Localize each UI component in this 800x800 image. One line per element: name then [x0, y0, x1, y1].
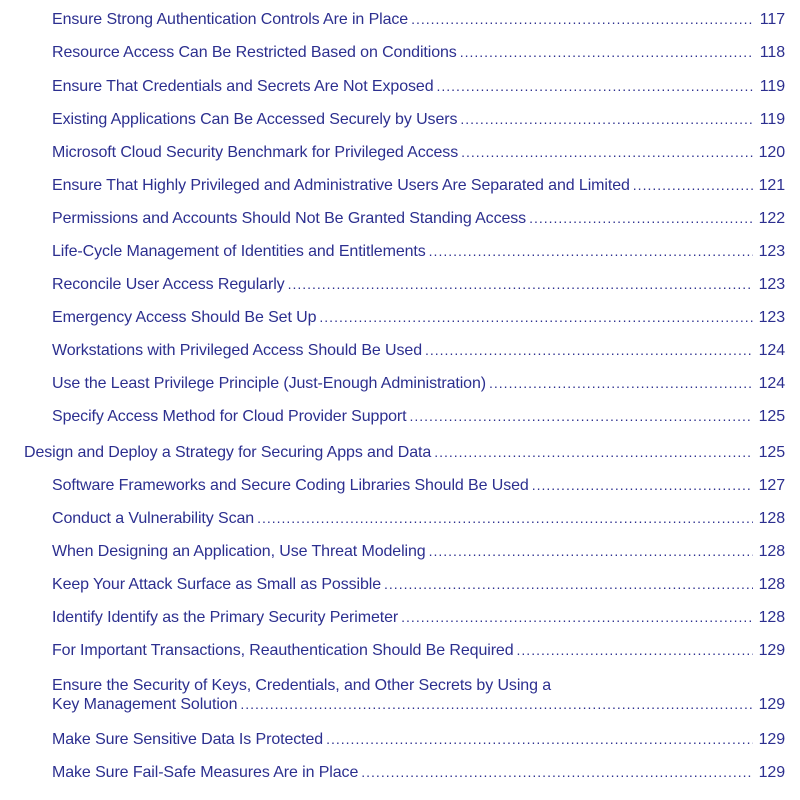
toc-entry[interactable]: [52, 676, 785, 714]
dot-leader: [517, 641, 753, 660]
toc-entry-page: 125: [758, 444, 785, 461]
toc-entry-title: Make Sure Fail-Safe Measures Are in Place: [52, 764, 359, 781]
toc-entry-page: 124: [758, 342, 785, 359]
dot-leader: [410, 407, 754, 426]
toc-entry-page: 121: [758, 177, 785, 194]
toc-entry[interactable]: [52, 275, 785, 294]
toc-entry[interactable]: [52, 509, 785, 528]
toc-entry-title-line2: Key Management Solution: [52, 696, 238, 713]
dot-leader: [529, 209, 753, 228]
toc-entry-title: Ensure Strong Authentication Controls Are in Place: [52, 11, 409, 28]
toc-entry-title: Permissions and Accounts Should Not Be Granted Standing Access: [52, 210, 527, 227]
toc-entry[interactable]: [52, 10, 785, 29]
dot-leader: [425, 341, 753, 360]
dot-leader: [240, 695, 753, 714]
toc-entry[interactable]: [52, 242, 785, 261]
toc-entry-page: 128: [758, 543, 785, 560]
toc-entry-title: Reconcile User Access Regularly: [52, 276, 285, 293]
toc-section-heading[interactable]: [24, 443, 785, 462]
toc-entry[interactable]: [52, 730, 785, 749]
toc-entry-title: Emergency Access Should Be Set Up: [52, 309, 317, 326]
dot-leader: [489, 374, 753, 393]
toc-entry[interactable]: [52, 143, 785, 162]
toc-entry-title: Keep Your Attack Surface as Small as Possible: [52, 576, 382, 593]
toc-entry-title: Existing Applications Can Be Accessed Securely by Users: [52, 111, 458, 128]
dot-leader: [434, 443, 753, 462]
toc-entry[interactable]: [52, 110, 785, 129]
toc-entry-page: 124: [758, 375, 785, 392]
toc-entry-page: 120: [758, 144, 785, 161]
toc-entry-title: Specify Access Method for Cloud Provider Support: [52, 408, 407, 425]
toc-entry-page: 123: [758, 309, 785, 326]
toc-entry-page: 128: [758, 510, 785, 527]
toc-entry-page: 129: [758, 731, 785, 748]
toc-entry-title: Identify Identify as the Primary Security Perimeter: [52, 609, 399, 626]
toc-entry-page: 125: [758, 408, 785, 425]
toc-entry[interactable]: [52, 476, 785, 495]
toc-entry[interactable]: [52, 575, 785, 594]
toc-entry[interactable]: [52, 641, 785, 660]
dot-leader: [461, 143, 753, 162]
toc-entry[interactable]: [52, 209, 785, 228]
toc-entry-title: Conduct a Vulnerability Scan: [52, 510, 255, 527]
toc-entry-title: Resource Access Can Be Restricted Based on Conditions: [52, 44, 457, 61]
toc-entry-page: 128: [758, 609, 785, 626]
toc-entry-page: 127: [758, 477, 785, 494]
dot-leader: [460, 43, 753, 62]
toc-entry-title: Ensure That Credentials and Secrets Are Not Exposed: [52, 78, 434, 95]
toc-entry-title: Make Sure Sensitive Data Is Protected: [52, 731, 324, 748]
dot-leader: [326, 730, 753, 749]
dot-leader: [532, 476, 753, 495]
toc-entry[interactable]: [52, 763, 785, 782]
dot-leader: [384, 575, 753, 594]
toc-entry[interactable]: [52, 308, 785, 327]
toc-entry[interactable]: [52, 608, 785, 627]
dot-leader: [401, 608, 753, 627]
dot-leader: [319, 308, 753, 327]
dot-leader: [429, 542, 753, 561]
toc-entry-title: When Designing an Application, Use Threat Modeling: [52, 543, 426, 560]
toc-entry[interactable]: [52, 542, 785, 561]
toc-entry-title: Microsoft Cloud Security Benchmark for Privileged Access: [52, 144, 459, 161]
toc-entry-page: 129: [758, 642, 785, 659]
dot-leader: [437, 77, 754, 96]
toc-entry-page: 119: [759, 78, 785, 95]
toc-entry-title: Software Frameworks and Secure Coding Libraries Should Be Used: [52, 477, 529, 494]
toc-entry-title: Use the Least Privilege Principle (Just-Enough Administration): [52, 375, 487, 392]
toc-entry-page: 129: [758, 696, 785, 713]
toc-entry-page: 128: [758, 576, 785, 593]
dot-leader: [257, 509, 753, 528]
dot-leader: [411, 10, 753, 29]
toc-entry-title: Ensure That Highly Privileged and Administrative Users Are Separated and Limited: [52, 177, 630, 194]
dot-leader: [633, 176, 753, 195]
dot-leader: [429, 242, 753, 261]
toc-entry-page: 117: [759, 11, 785, 28]
toc-entry[interactable]: [52, 43, 785, 62]
toc-entry-page: 123: [758, 243, 785, 260]
toc-entry[interactable]: [52, 374, 785, 393]
toc-entry[interactable]: [52, 176, 785, 195]
toc-entry[interactable]: [52, 407, 785, 426]
toc-entry-page: 123: [758, 276, 785, 293]
toc-entry-title: Life-Cycle Management of Identities and Entitlements: [52, 243, 426, 260]
toc-entry[interactable]: [52, 77, 785, 96]
toc-entry-title-line1: Ensure the Security of Keys, Credentials, and Other Secrets by Using a: [52, 677, 552, 694]
toc-entry-title: For Important Transactions, Reauthentication Should Be Required: [52, 642, 514, 659]
toc-entry-title: Workstations with Privileged Access Should Be Used: [52, 342, 422, 359]
dot-leader: [460, 110, 753, 129]
dot-leader: [361, 763, 753, 782]
toc-entry[interactable]: [52, 341, 785, 360]
toc-entry-page: 129: [758, 764, 785, 781]
toc-entry-page: 119: [759, 111, 785, 128]
toc-entry-page: 122: [758, 210, 785, 227]
dot-leader: [288, 275, 753, 294]
toc-entry-page: 118: [759, 44, 785, 61]
toc-entry-title: Design and Deploy a Strategy for Securing Apps and Data: [24, 444, 432, 461]
